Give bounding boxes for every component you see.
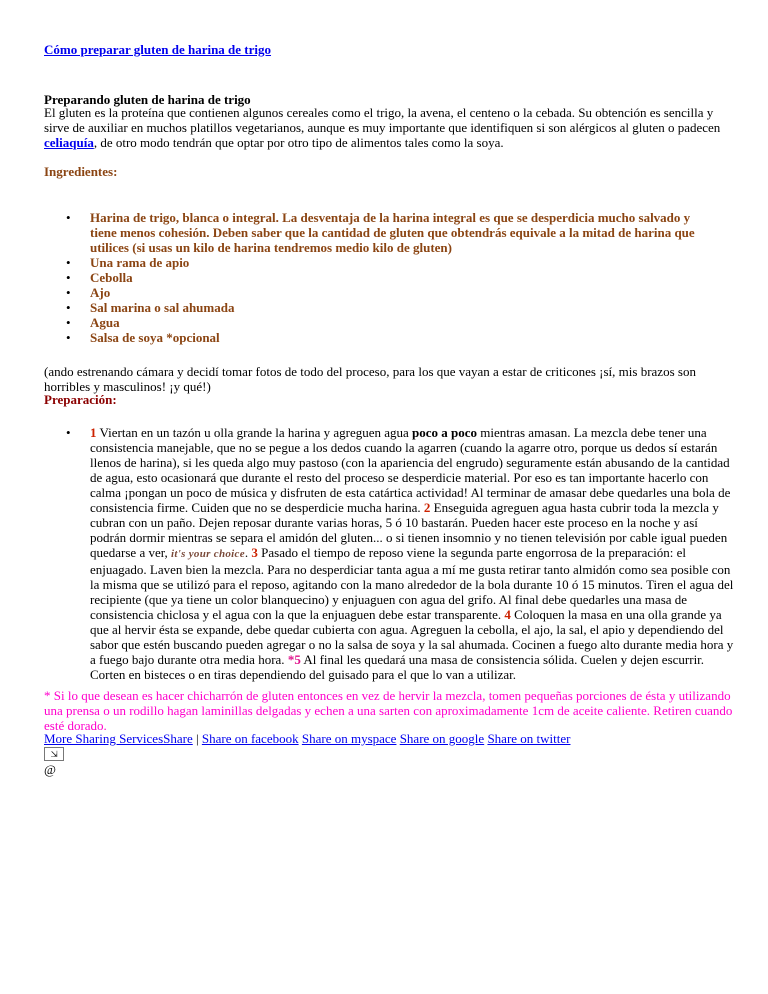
step-number-4: 4	[504, 607, 511, 622]
more-sharing-link[interactable]: More Sharing ServicesShare	[44, 731, 193, 746]
tip-paragraph: * Si lo que desean es hacer chicharrón de gluten entonces en vez de hervir la mezcla, tomen pequeñas porciones de ésta y utilizando una prensa o un rodillo hagan laminillas delgadas y echen a una sarten con aproximadamente 1cm de aceite caliente. Retiren cuando esté dorado.	[44, 688, 733, 733]
share-bar	[44, 731, 570, 746]
step-text: Coloquen la masa en una olla grande ya que al hervir ésta se expande, debe quedar cubierta con agua. Agreguen la cebolla, el ajo, la sal, el apio y dependiendo del sabor que estén buscando pueden agregar o no la salsa de soya y la sal ahumada. Cocinen a fuego alto durante media hora y a fuego bajo durante otra media hora.	[90, 607, 734, 667]
ingredient-soy-sauce: Salsa de soya *opcional	[90, 330, 220, 345]
share-twitter-link[interactable]: Share on twitter	[487, 731, 571, 746]
photo-note: (ando estrenando cámara y decidí tomar fotos de todo del proceso, para los que vayan a estar de criticones ¡sí, mis brazos son horribles y masculinos! ¡y qué!)	[44, 364, 696, 394]
step-text: mientras amasan. La mezcla debe tener una consistencia manejable, que no se pegue a los dedos cuando la agarren (cuando la agarre otro, porque us dedos sí estarán llenos de harina), si les queda algo muy pastoso (con la apariencia del engrudo) seguramente están abusando de la cantidad de agua, esto ocasionará que durante el resto del proceso se desperdicie material. Por eso es tan importante hacerlo con calma ¡pongan un poco de música y disfruten de esta catártica actividad! Al terminar de amasar debe quedarles una bola de consistencia firme. Cuiden que no se desperdicie mucha harina.	[90, 425, 731, 515]
step-number-2: 2	[423, 500, 431, 515]
list-item	[66, 255, 716, 270]
ingredient-flour: Harina de trigo, blanca o integral. La desventaja de la harina integral es que se desperdicia mucho salvado y tiene menos cohesión. Deben saber que la cantidad de gluten que obtendrás equivale a la mitad de harina que utilices (si usas un kilo de harina tendremos medio kilo de gluten)	[90, 210, 695, 255]
list-item	[66, 270, 716, 285]
step-text: Pasado el tiempo de reposo viene la segunda parte engorrosa de la preparación: el enjuagado. Laven bien la mezcla. Para no desperdiciar tanta agua a mí me gusta retirar tanto almidón como sea posible con la misma que se utilizó para el reposo, agitando con la mano alrededor de la bola durante 10 ó 15 minutos. Tiren el agua del recipiente (que ya tiene un color blanquecino) y enjuaguen con agua del grifo. Al final debe quedarles una masa de consistencia chiclosa y el agua con la que la enjuaguen debe estar transparente.	[90, 545, 734, 622]
step-italic-aside: it's your choice	[171, 548, 245, 560]
list-item	[66, 285, 716, 300]
share-facebook-link[interactable]: Share on facebook	[201, 731, 299, 746]
share-arrow-icon[interactable]: ⇲	[44, 747, 64, 761]
list-item	[66, 425, 736, 682]
celiaquia-link[interactable]: celiaquía	[44, 135, 94, 150]
list-item	[66, 300, 716, 315]
preparation-heading: Preparación:	[44, 392, 117, 407]
at-sign: @	[44, 762, 56, 777]
step-emphasis: poco a poco	[412, 425, 478, 440]
list-item	[66, 210, 716, 255]
page-title-link[interactable]: Cómo preparar gluten de harina de trigo	[44, 42, 272, 57]
intro-text-end: , de otro modo tendrán que optar por otro tipo de alimentos tales como la soya.	[93, 135, 504, 150]
step-number-5: *5	[287, 652, 301, 667]
share-myspace-link[interactable]: Share on myspace	[301, 731, 397, 746]
intro-paragraph	[44, 105, 734, 150]
step-text: Enseguida agreguen agua hasta cubrir toda la mezcla y cubran con un paño. Dejen reposar durante varias horas, 5 ó 10 bastarán. Pueden hacer este proceso en la noche y así podrán dormir mientras se separa el amidón del gluten... o si tienen insomnio y no tienen televisión por cable igual pueden quedarse a ver,	[90, 500, 728, 560]
preparation-list	[66, 425, 736, 682]
intro-text: El gluten es la proteína que contienen algunos cereales como el trigo, la avena, el centeno o la cebada. Su obtención es sencilla y sirve de auxiliar en muchos platillos vegetarianos, aunque es muy importante que identifiquen si son alérgicos al gluten o padecen	[44, 105, 721, 135]
ingredient-salt: Sal marina o sal ahumada	[90, 300, 235, 315]
step-number-1: 1	[90, 425, 97, 440]
ingredient-celery: Una rama de apio	[90, 255, 190, 270]
ingredient-garlic: Ajo	[90, 285, 111, 300]
ingredients-list	[66, 210, 716, 345]
step-text: Viertan en un tazón u olla grande la harina y agreguen agua	[96, 425, 413, 440]
share-separator: |	[192, 731, 202, 746]
step-number-3: 3	[251, 545, 258, 560]
share-google-link[interactable]: Share on google	[399, 731, 485, 746]
step-text: Al final les quedará una masa de consistencia sólida. Cuelen y dejen escurrir. Corten en bisteces o en tiras dependiendo del guisado para el que lo van a utilizar.	[90, 652, 705, 682]
step-text: .	[244, 545, 252, 560]
ingredient-water: Agua	[90, 315, 120, 330]
list-item	[66, 330, 716, 345]
ingredients-heading: Ingredientes:	[44, 164, 118, 179]
ingredient-onion: Cebolla	[90, 270, 133, 285]
list-item	[66, 315, 716, 330]
section-heading: Preparando gluten de harina de trigo	[44, 92, 251, 107]
